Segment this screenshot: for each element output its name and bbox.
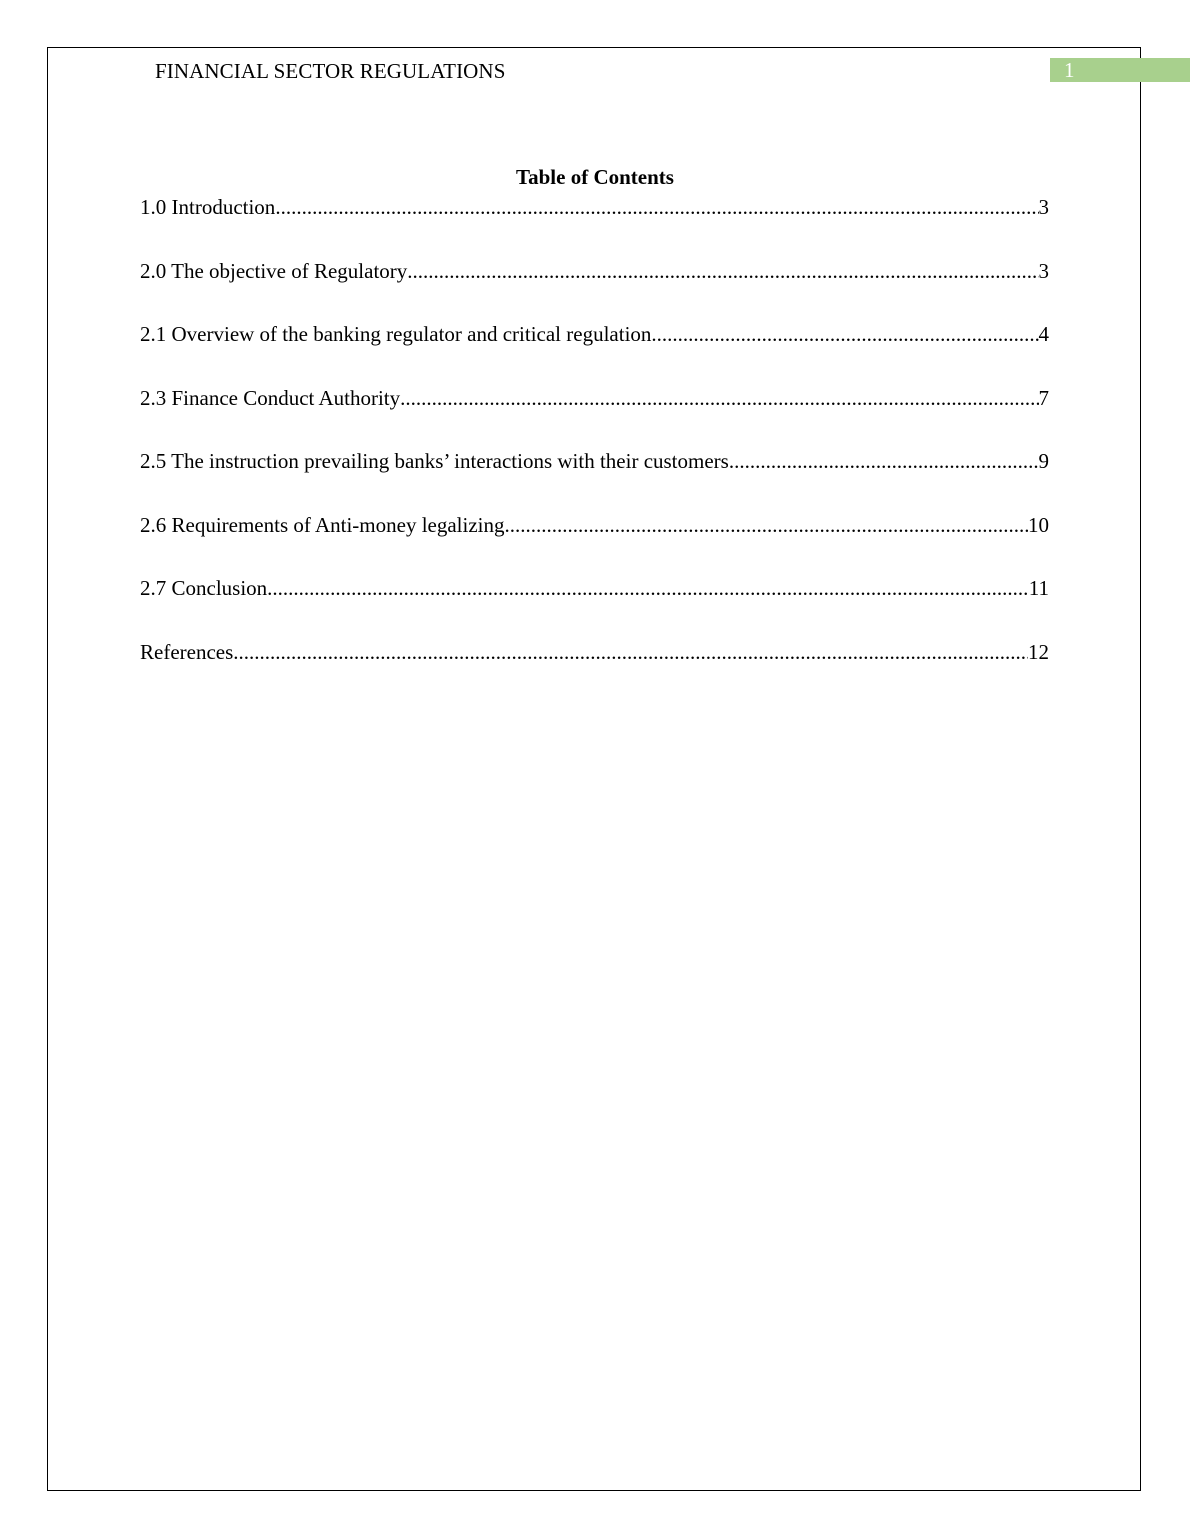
toc-entry-conclusion[interactable]	[140, 575, 1049, 639]
toc-entry-label: 2.3 Finance Conduct Authority	[140, 385, 401, 410]
toc-entry-references[interactable]	[140, 639, 1049, 703]
toc-entry-customers[interactable]	[140, 448, 1049, 512]
toc-dot-leader	[400, 385, 1038, 411]
toc-entry-page: 12	[1028, 639, 1049, 664]
toc-entry-objective[interactable]	[140, 258, 1049, 322]
toc-entry-label: References	[140, 639, 234, 664]
toc-entry-label: 2.0 The objective of Regulatory	[140, 258, 408, 283]
toc-entry-page: 4	[1038, 322, 1049, 346]
toc-list	[140, 194, 1049, 702]
toc-entry-fca[interactable]	[140, 385, 1049, 449]
toc-dot-leader	[505, 512, 1028, 538]
toc-entry-overview[interactable]	[140, 321, 1049, 385]
toc-entry-anti-money[interactable]	[140, 512, 1049, 576]
toc-dot-leader	[275, 194, 1038, 220]
toc-entry-introduction[interactable]	[140, 194, 1049, 258]
toc-entry-page: 7	[1038, 385, 1049, 410]
toc-entry-label: 2.6 Requirements of Anti-money legalizing	[140, 512, 505, 537]
page-number: 1	[1064, 58, 1075, 82]
toc-dot-leader	[267, 575, 1029, 601]
toc-entry-label: 2.7 Conclusion	[140, 576, 268, 600]
toc-entry-page: 3	[1038, 195, 1049, 219]
toc-entry-label: 2.1 Overview of the banking regulator and critical regulation	[140, 322, 652, 346]
running-head: FINANCIAL SECTOR REGULATIONS	[155, 59, 506, 83]
toc-dot-leader	[407, 258, 1038, 284]
toc-entry-label: 1.0 Introduction	[140, 195, 276, 219]
toc-dot-leader	[729, 448, 1039, 474]
toc-entry-page: 9	[1038, 449, 1049, 473]
page-number-badge	[1050, 58, 1190, 82]
toc-dot-leader	[233, 639, 1028, 665]
toc-entry-page: 3	[1038, 258, 1049, 283]
toc-entry-page: 11	[1028, 576, 1049, 600]
toc-title: Table of Contents	[516, 165, 674, 189]
toc-entry-label: 2.5 The instruction prevailing banks’ interactions with their customers	[140, 449, 729, 473]
toc-entry-page: 10	[1028, 512, 1049, 537]
toc-dot-leader	[651, 321, 1038, 347]
